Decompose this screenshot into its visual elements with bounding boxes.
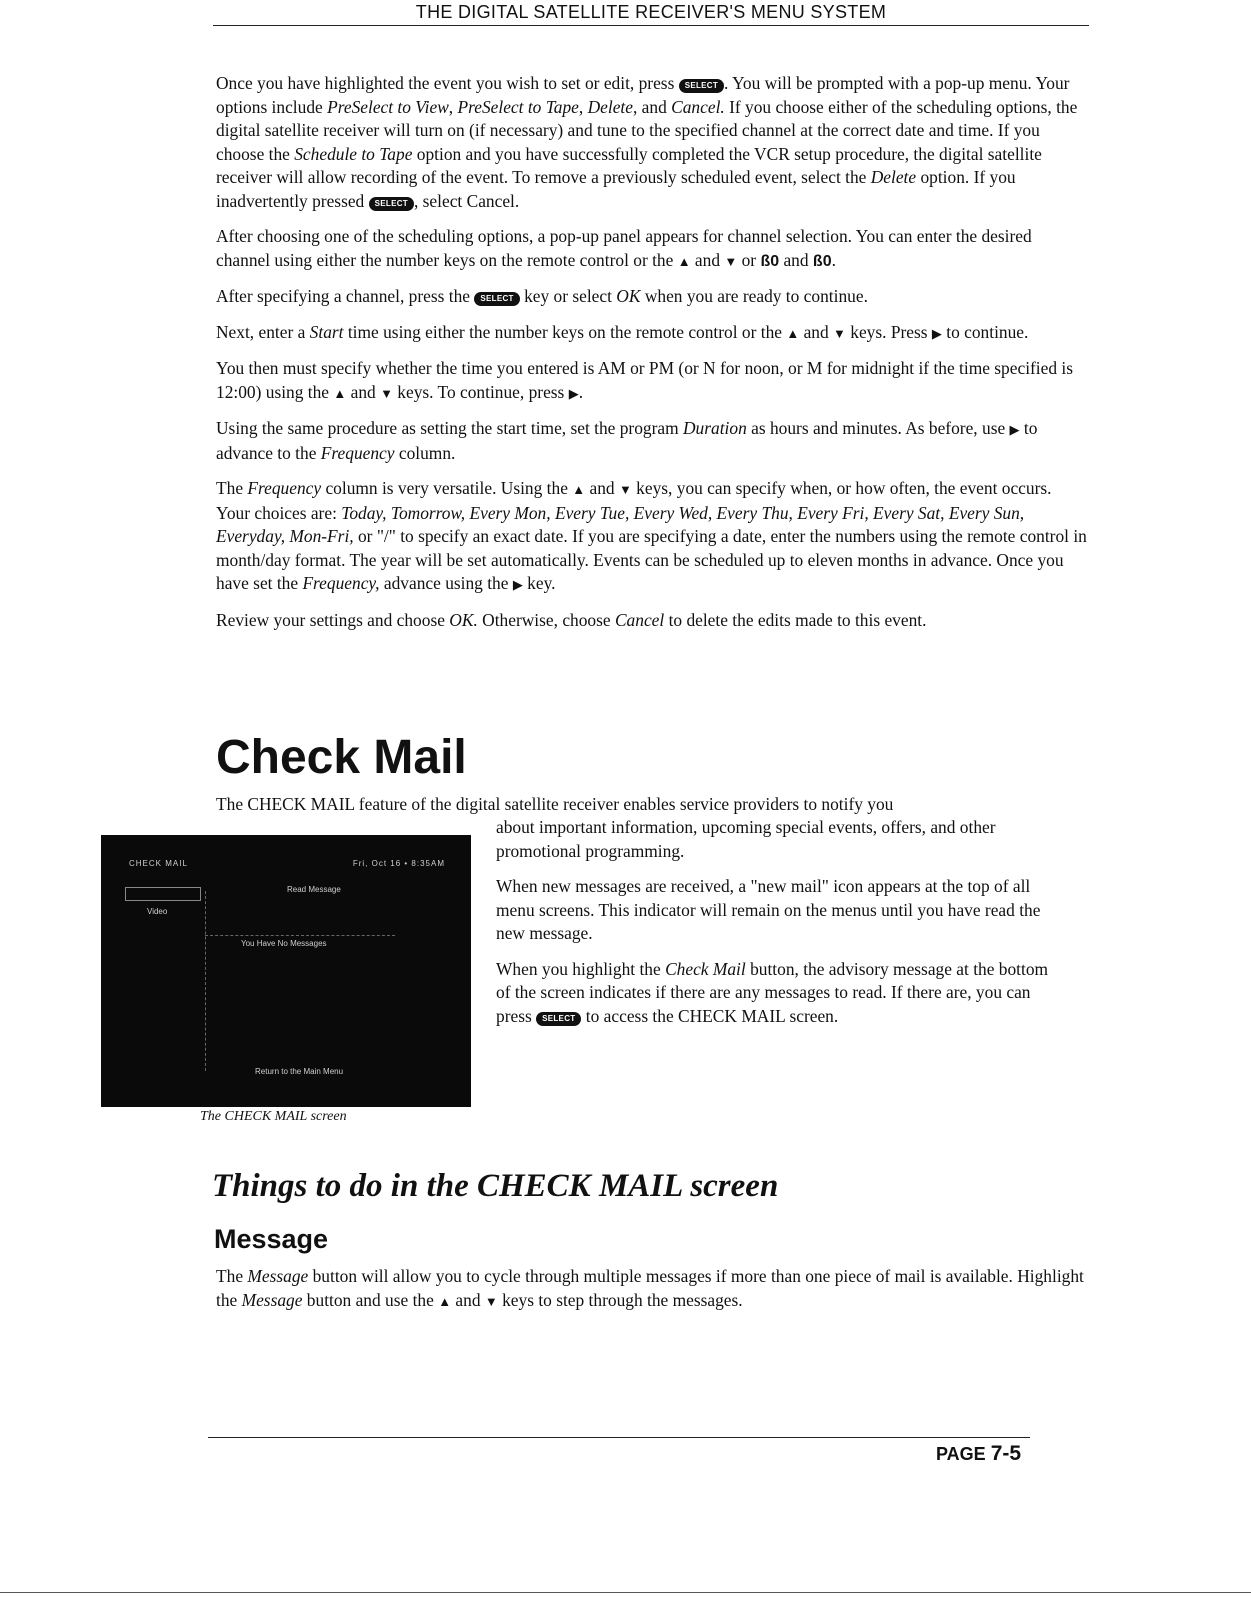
text: If you choose either of the scheduling options, the digital satellite receiver will turn on (if necessary) and tune to the specified channel at the correct date and time. If you choose the bbox=[216, 96, 1078, 164]
right-arrow-icon: ▶ bbox=[1009, 422, 1020, 437]
paragraph-review bbox=[216, 609, 1088, 633]
running-header: THE DIGITAL SATELLITE RECEIVER'S MENU SYSTEM bbox=[213, 2, 1089, 26]
text: keys, you can specify when, or how often, the event occurs. Your choices are: bbox=[216, 478, 1052, 523]
select-key-icon: SELECT bbox=[536, 1012, 581, 1026]
text: Using the same procedure as setting the start time, set the program bbox=[216, 418, 683, 438]
screen-video-item: Video bbox=[147, 907, 168, 916]
term-duration: Duration bbox=[683, 418, 747, 438]
scheduling-text bbox=[216, 72, 1088, 644]
section-title-check-mail: Check Mail bbox=[216, 731, 467, 784]
text: After specifying a channel, press the bbox=[216, 286, 475, 306]
text: key. bbox=[522, 573, 556, 593]
select-key-icon: SELECT bbox=[679, 79, 724, 93]
text: and bbox=[346, 381, 381, 402]
tv-down-icon: ß0 bbox=[812, 252, 832, 270]
text: as hours and minutes. As before, use bbox=[746, 418, 1010, 438]
text: and bbox=[451, 1289, 485, 1310]
text: Review your settings and choose bbox=[216, 609, 450, 630]
up-arrow-icon: ▲ bbox=[572, 482, 586, 497]
text: When you highlight the bbox=[496, 958, 666, 979]
term-check-mail: Check Mail bbox=[665, 958, 746, 979]
text: After choosing one of the scheduling options, a pop-up panel appears for channel selection. You can enter the desired channel using either the number keys on the remote control or the bbox=[216, 226, 1032, 270]
down-arrow-icon: ▼ bbox=[724, 253, 738, 269]
select-key-icon: SELECT bbox=[474, 292, 519, 306]
term-message: Message bbox=[247, 1266, 309, 1286]
option-schedule-tape: Schedule to Tape bbox=[294, 143, 413, 164]
page-number bbox=[936, 1442, 1021, 1466]
text: , select Cancel. bbox=[413, 190, 520, 211]
text: key or select bbox=[519, 286, 617, 306]
screen-divider bbox=[205, 891, 207, 1071]
footer-rule bbox=[208, 1437, 1030, 1438]
text: , and bbox=[632, 96, 672, 117]
down-arrow-icon: ▼ bbox=[833, 325, 846, 341]
text: Otherwise, choose bbox=[477, 609, 615, 630]
screen-return-hint: Return to the Main Menu bbox=[255, 1067, 344, 1076]
text: or "/" to specify an exact date. If you are specifying a date, enter the numbers using the remote control in month/day format. The year will be set automatically. Events can be scheduled up to eleven months in advance. Once you have set the bbox=[216, 526, 1087, 593]
text: option. If you inadvertently pressed bbox=[216, 167, 1016, 211]
down-arrow-icon: ▼ bbox=[484, 1293, 498, 1309]
text: keys to step through the messages. bbox=[497, 1289, 743, 1310]
text: to access the CHECK MAIL screen. bbox=[581, 1005, 839, 1026]
scan-edge bbox=[0, 1592, 1251, 1593]
figure-caption: The CHECK MAIL screen bbox=[200, 1109, 347, 1124]
term-frequency: Frequency, bbox=[302, 573, 380, 593]
frequency-choices: Today, Tomorrow, Every Mon, Every Tue, Every Wed, Every Thu, Every Fri, Every Sat, Every Sun, Everyday, Mon-Fri, bbox=[216, 502, 1025, 546]
up-arrow-icon: ▲ bbox=[333, 385, 347, 401]
text: and bbox=[799, 321, 834, 342]
text: when you are ready to continue. bbox=[640, 286, 868, 306]
check-mail-screenshot bbox=[101, 835, 471, 1107]
paragraph-frequency bbox=[216, 477, 1088, 597]
term-start: Start bbox=[309, 321, 344, 342]
term-frequency: Frequency bbox=[320, 442, 395, 463]
text: column. bbox=[394, 442, 456, 463]
side-paragraph-3 bbox=[496, 958, 1056, 1029]
text: Once you have highlighted the event you wish to set or edit, press bbox=[216, 73, 679, 93]
page-prefix: PAGE bbox=[936, 1444, 986, 1464]
text: The bbox=[216, 1266, 248, 1286]
text: or bbox=[737, 249, 761, 270]
text: to continue. bbox=[941, 321, 1029, 342]
screen-highlight-box bbox=[125, 887, 201, 901]
message-paragraph bbox=[216, 1265, 1088, 1313]
text: to delete the edits made to this event. bbox=[664, 609, 927, 630]
text: column is very versatile. Using the bbox=[321, 478, 573, 498]
check-mail-side-text bbox=[496, 816, 1056, 1040]
check-mail-intro: The CHECK MAIL feature of the digital satellite receiver enables service providers to notify you bbox=[216, 794, 894, 814]
text: . bbox=[578, 381, 584, 402]
option-delete: Delete bbox=[870, 167, 917, 187]
text: advance using the bbox=[379, 573, 513, 593]
text: option and you have successfully completed the VCR setup procedure, the digital satellite receiver will allow recording of the event. To remove a previously scheduled event, select the bbox=[216, 143, 1042, 187]
page-number-value: 7-5 bbox=[990, 1442, 1022, 1465]
select-key-icon: SELECT bbox=[369, 197, 414, 211]
text: and bbox=[585, 478, 619, 498]
option-preselect-tape: PreSelect to Tape bbox=[457, 96, 579, 117]
paragraph-am-pm bbox=[216, 357, 1088, 405]
option-delete: Delete bbox=[587, 96, 633, 117]
right-arrow-icon: ▶ bbox=[512, 577, 523, 592]
up-arrow-icon: ▲ bbox=[438, 1293, 452, 1309]
text: to advance to the bbox=[216, 418, 1038, 463]
text: . You will be prompted with a pop-up menu. Your options include bbox=[216, 73, 1070, 117]
text: . bbox=[831, 249, 836, 270]
side-paragraph-2: When new messages are received, a "new mail" icon appears at the top of all menu screens. This indicator will remain on the menus until you have read the new message. bbox=[496, 876, 1041, 943]
subsection-title: Things to do in the CHECK MAIL screen bbox=[212, 1168, 779, 1204]
text: keys. To continue, press bbox=[392, 381, 569, 402]
text: and bbox=[690, 249, 725, 270]
text: , bbox=[448, 96, 458, 117]
text: button, the advisory message at the bottom of the screen indicates if there are any messages to read. If there are, you can press bbox=[496, 958, 1049, 1026]
up-arrow-icon: ▲ bbox=[786, 325, 800, 341]
option-ok: OK bbox=[616, 286, 641, 306]
text: time using either the number keys on the remote control or the bbox=[343, 321, 787, 342]
paragraph-edit-event bbox=[216, 72, 1088, 213]
message-heading: Message bbox=[214, 1224, 329, 1254]
text: keys. Press bbox=[845, 321, 932, 342]
text: Next, enter a bbox=[216, 321, 310, 342]
paragraph-channel bbox=[216, 225, 1088, 273]
text: The bbox=[216, 478, 248, 498]
screen-title: CHECK MAIL bbox=[129, 859, 188, 868]
text: button will allow you to cycle through multiple messages if more than one piece of mail is available. Highlight the bbox=[216, 1266, 1084, 1310]
right-arrow-icon: ▶ bbox=[931, 325, 942, 341]
option-cancel: Cancel. bbox=[671, 96, 725, 117]
screen-read-message: Read Message bbox=[287, 885, 341, 894]
term-frequency: Frequency bbox=[247, 478, 322, 498]
screen-no-messages: You Have No Messages bbox=[241, 939, 327, 948]
screen-divider bbox=[205, 935, 395, 937]
side-paragraph-1: about important information, upcoming special events, offers, and other promotional programming. bbox=[496, 817, 996, 861]
tv-up-icon: ß0 bbox=[760, 252, 780, 270]
text: You then must specify whether the time you entered is AM or PM (or N for noon, or M for midnight if the time specified is 12:00) using the bbox=[216, 358, 1074, 402]
screen-date: Fri, Oct 16 • 8:35AM bbox=[352, 859, 445, 868]
paragraph-specify-channel bbox=[216, 285, 1088, 309]
right-arrow-icon: ▶ bbox=[568, 385, 579, 401]
text: , bbox=[578, 96, 588, 117]
text: button and use the bbox=[302, 1289, 439, 1310]
option-ok: OK. bbox=[449, 609, 478, 630]
down-arrow-icon: ▼ bbox=[618, 482, 632, 497]
up-arrow-icon: ▲ bbox=[677, 253, 691, 269]
text: and bbox=[779, 249, 813, 270]
option-cancel: Cancel bbox=[614, 609, 665, 630]
down-arrow-icon: ▼ bbox=[380, 385, 393, 401]
option-preselect-view: PreSelect to View bbox=[327, 96, 449, 117]
paragraph-duration bbox=[216, 417, 1088, 465]
term-message: Message bbox=[241, 1289, 303, 1310]
paragraph-start-time bbox=[216, 321, 1088, 346]
